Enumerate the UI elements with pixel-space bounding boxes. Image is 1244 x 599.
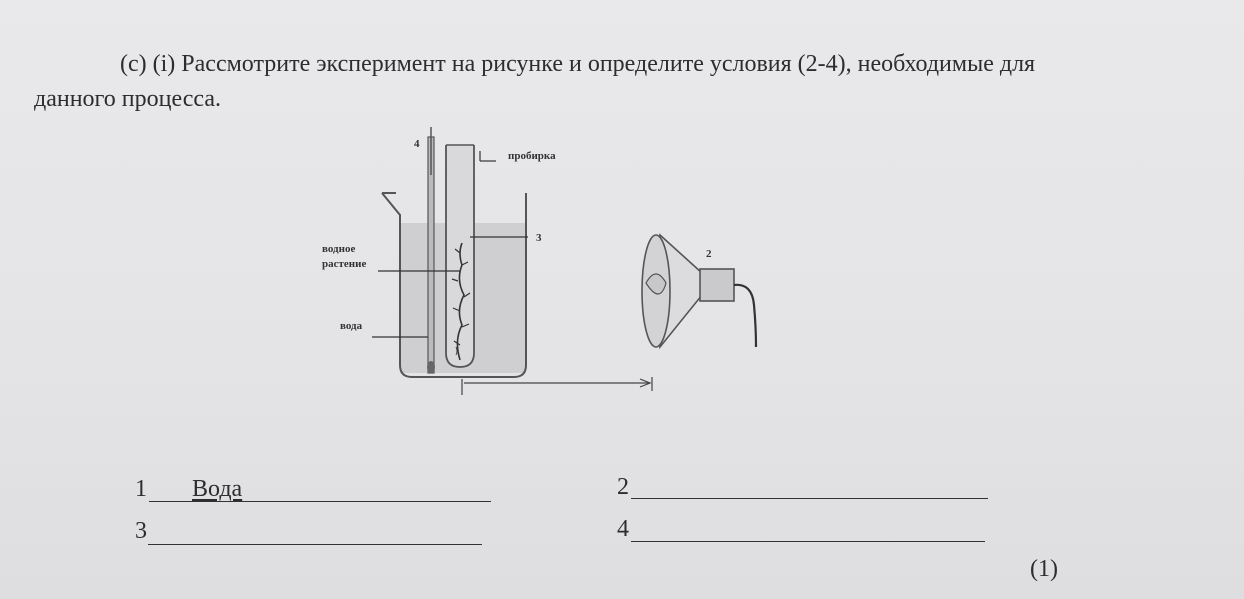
thermometer [427,127,435,373]
answer-2-number: 2 [617,474,629,500]
label-test-tube: пробирка [508,150,556,162]
label-3: 3 [536,232,542,244]
answer-1 [135,476,243,503]
label-aquatic-plant-line2: растение [322,258,367,270]
answer-4 [617,516,629,543]
lamp [642,235,756,347]
label-water: вода [340,320,363,332]
answer-3 [135,518,147,545]
label-aquatic-plant-line1: водное [322,243,356,255]
label-4: 4 [414,138,420,150]
experiment-figure [300,115,780,405]
answer-1-value: Вода [192,476,243,502]
label-2: 2 [706,248,712,260]
answer-1-number: 1 [135,476,147,502]
distance-marker [462,377,652,395]
answer-4-number: 4 [617,516,629,542]
answer-4-line[interactable] [631,541,985,542]
marks-indicator: (1) [1030,556,1058,582]
answer-3-number: 3 [135,518,147,544]
test-tube [446,145,474,367]
question-text-line-1: (c) (i) Рассмотрите эксперимент на рисунке и определите условия (2-4), необходимые для [120,51,1036,77]
answer-3-line[interactable] [148,544,482,545]
answer-2-line[interactable] [631,498,988,499]
question-text-line-2: данного процесса. [34,86,221,112]
answer-2 [617,474,629,501]
